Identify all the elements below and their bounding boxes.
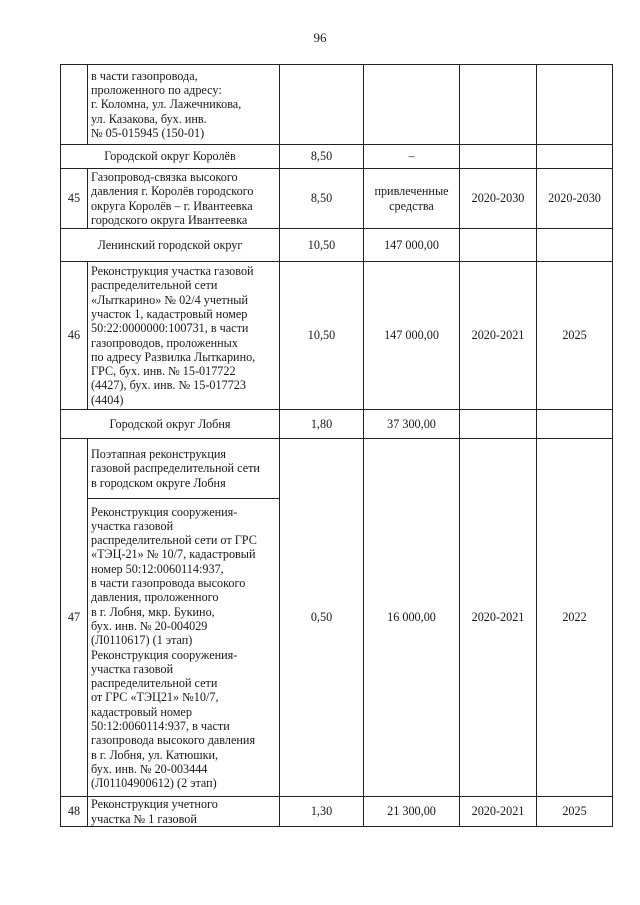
cost-value: 147 000,00 bbox=[364, 262, 460, 410]
period-b-value: 2025 bbox=[537, 797, 613, 827]
cost-value: – bbox=[364, 145, 460, 169]
row-number bbox=[61, 65, 88, 145]
object-description: Реконструкция участка газовой распределительной сети «Лыткарино» № 02/4 учетный участок 1, кадастровый номер 50:22:0000000:100731, в части газопроводов, проложенных по адресу Развилка Лыткарино, ГРС, бух. инв. № 15-017722 (4427), бух. инв. № 15-017723 (4404) bbox=[88, 262, 280, 410]
table-row bbox=[61, 439, 613, 499]
length-value: 0,50 bbox=[280, 439, 364, 797]
length-value: 8,50 bbox=[280, 145, 364, 169]
table-row bbox=[61, 797, 613, 827]
period-b-value: 2025 bbox=[537, 262, 613, 410]
length-value: 10,50 bbox=[280, 262, 364, 410]
municipality-row bbox=[61, 145, 613, 169]
cost-value: 16 000,00 bbox=[364, 439, 460, 797]
length-value: 10,50 bbox=[280, 229, 364, 262]
object-description: в части газопровода, проложенного по адресу: г. Коломна, ул. Лажечникова, ул. Казакова, бух. инв. № 05-015945 (150-01) bbox=[88, 65, 280, 145]
municipality-name: Городской округ Лобня bbox=[61, 410, 280, 439]
page-number: 96 bbox=[313, 30, 327, 45]
municipality-row bbox=[61, 410, 613, 439]
municipality-row bbox=[61, 229, 613, 262]
object-description: Реконструкция сооружения- участка газовой распределительной сети от ГРС «ТЭЦ-21» № 10/7, кадастровый номер 50:12:0060114:937, в части газопровода высокого давления, проложенного в г. Лобня, мкр. Букино, бух. инв. № 20-004029 (Л0110617) (1 этап) Реконструкция сооружения- участка газовой распределительной сети от ГРС «ТЭЦ21» №10/7, кадастровый номер 50:12:0060114:937, в части газопровода высокого давления в г. Лобня, ул. Катюшки, бух. инв. № 20-003444 (Л01104900612) (2 этап) bbox=[88, 499, 280, 797]
table-row bbox=[61, 65, 613, 145]
row-number: 46 bbox=[61, 262, 88, 410]
municipality-name: Ленинский городской округ bbox=[61, 229, 280, 262]
row-number: 48 bbox=[61, 797, 88, 827]
length-value: 1,30 bbox=[280, 797, 364, 827]
period-a-value: 2020-2021 bbox=[460, 439, 537, 797]
cost-value: 37 300,00 bbox=[364, 410, 460, 439]
object-description: Реконструкция учетного участка № 1 газовой bbox=[88, 797, 280, 827]
cost-value: 147 000,00 bbox=[364, 229, 460, 262]
investment-table bbox=[60, 64, 613, 827]
cost-value: 21 300,00 bbox=[364, 797, 460, 827]
length-value: 1,80 bbox=[280, 410, 364, 439]
period-b-value: 2020-2030 bbox=[537, 169, 613, 229]
length-value: 8,50 bbox=[280, 169, 364, 229]
municipality-name: Городской округ Королёв bbox=[61, 145, 280, 169]
table-row bbox=[61, 169, 613, 229]
period-a-value: 2020-2030 bbox=[460, 169, 537, 229]
row-number: 45 bbox=[61, 169, 88, 229]
row-number: 47 bbox=[61, 439, 88, 797]
period-b-value: 2022 bbox=[537, 439, 613, 797]
object-group-title: Поэтапная реконструкция газовой распределительной сети в городском округе Лобня bbox=[88, 439, 280, 499]
object-description: Газопровод-связка высокого давления г. Королёв городского округа Королёв – г. Ивантеевка городского округа Ивантеевка bbox=[88, 169, 280, 229]
period-a-value: 2020-2021 bbox=[460, 797, 537, 827]
table-row bbox=[61, 262, 613, 410]
period-a-value: 2020-2021 bbox=[460, 262, 537, 410]
cost-value: привлеченные средства bbox=[364, 169, 460, 229]
